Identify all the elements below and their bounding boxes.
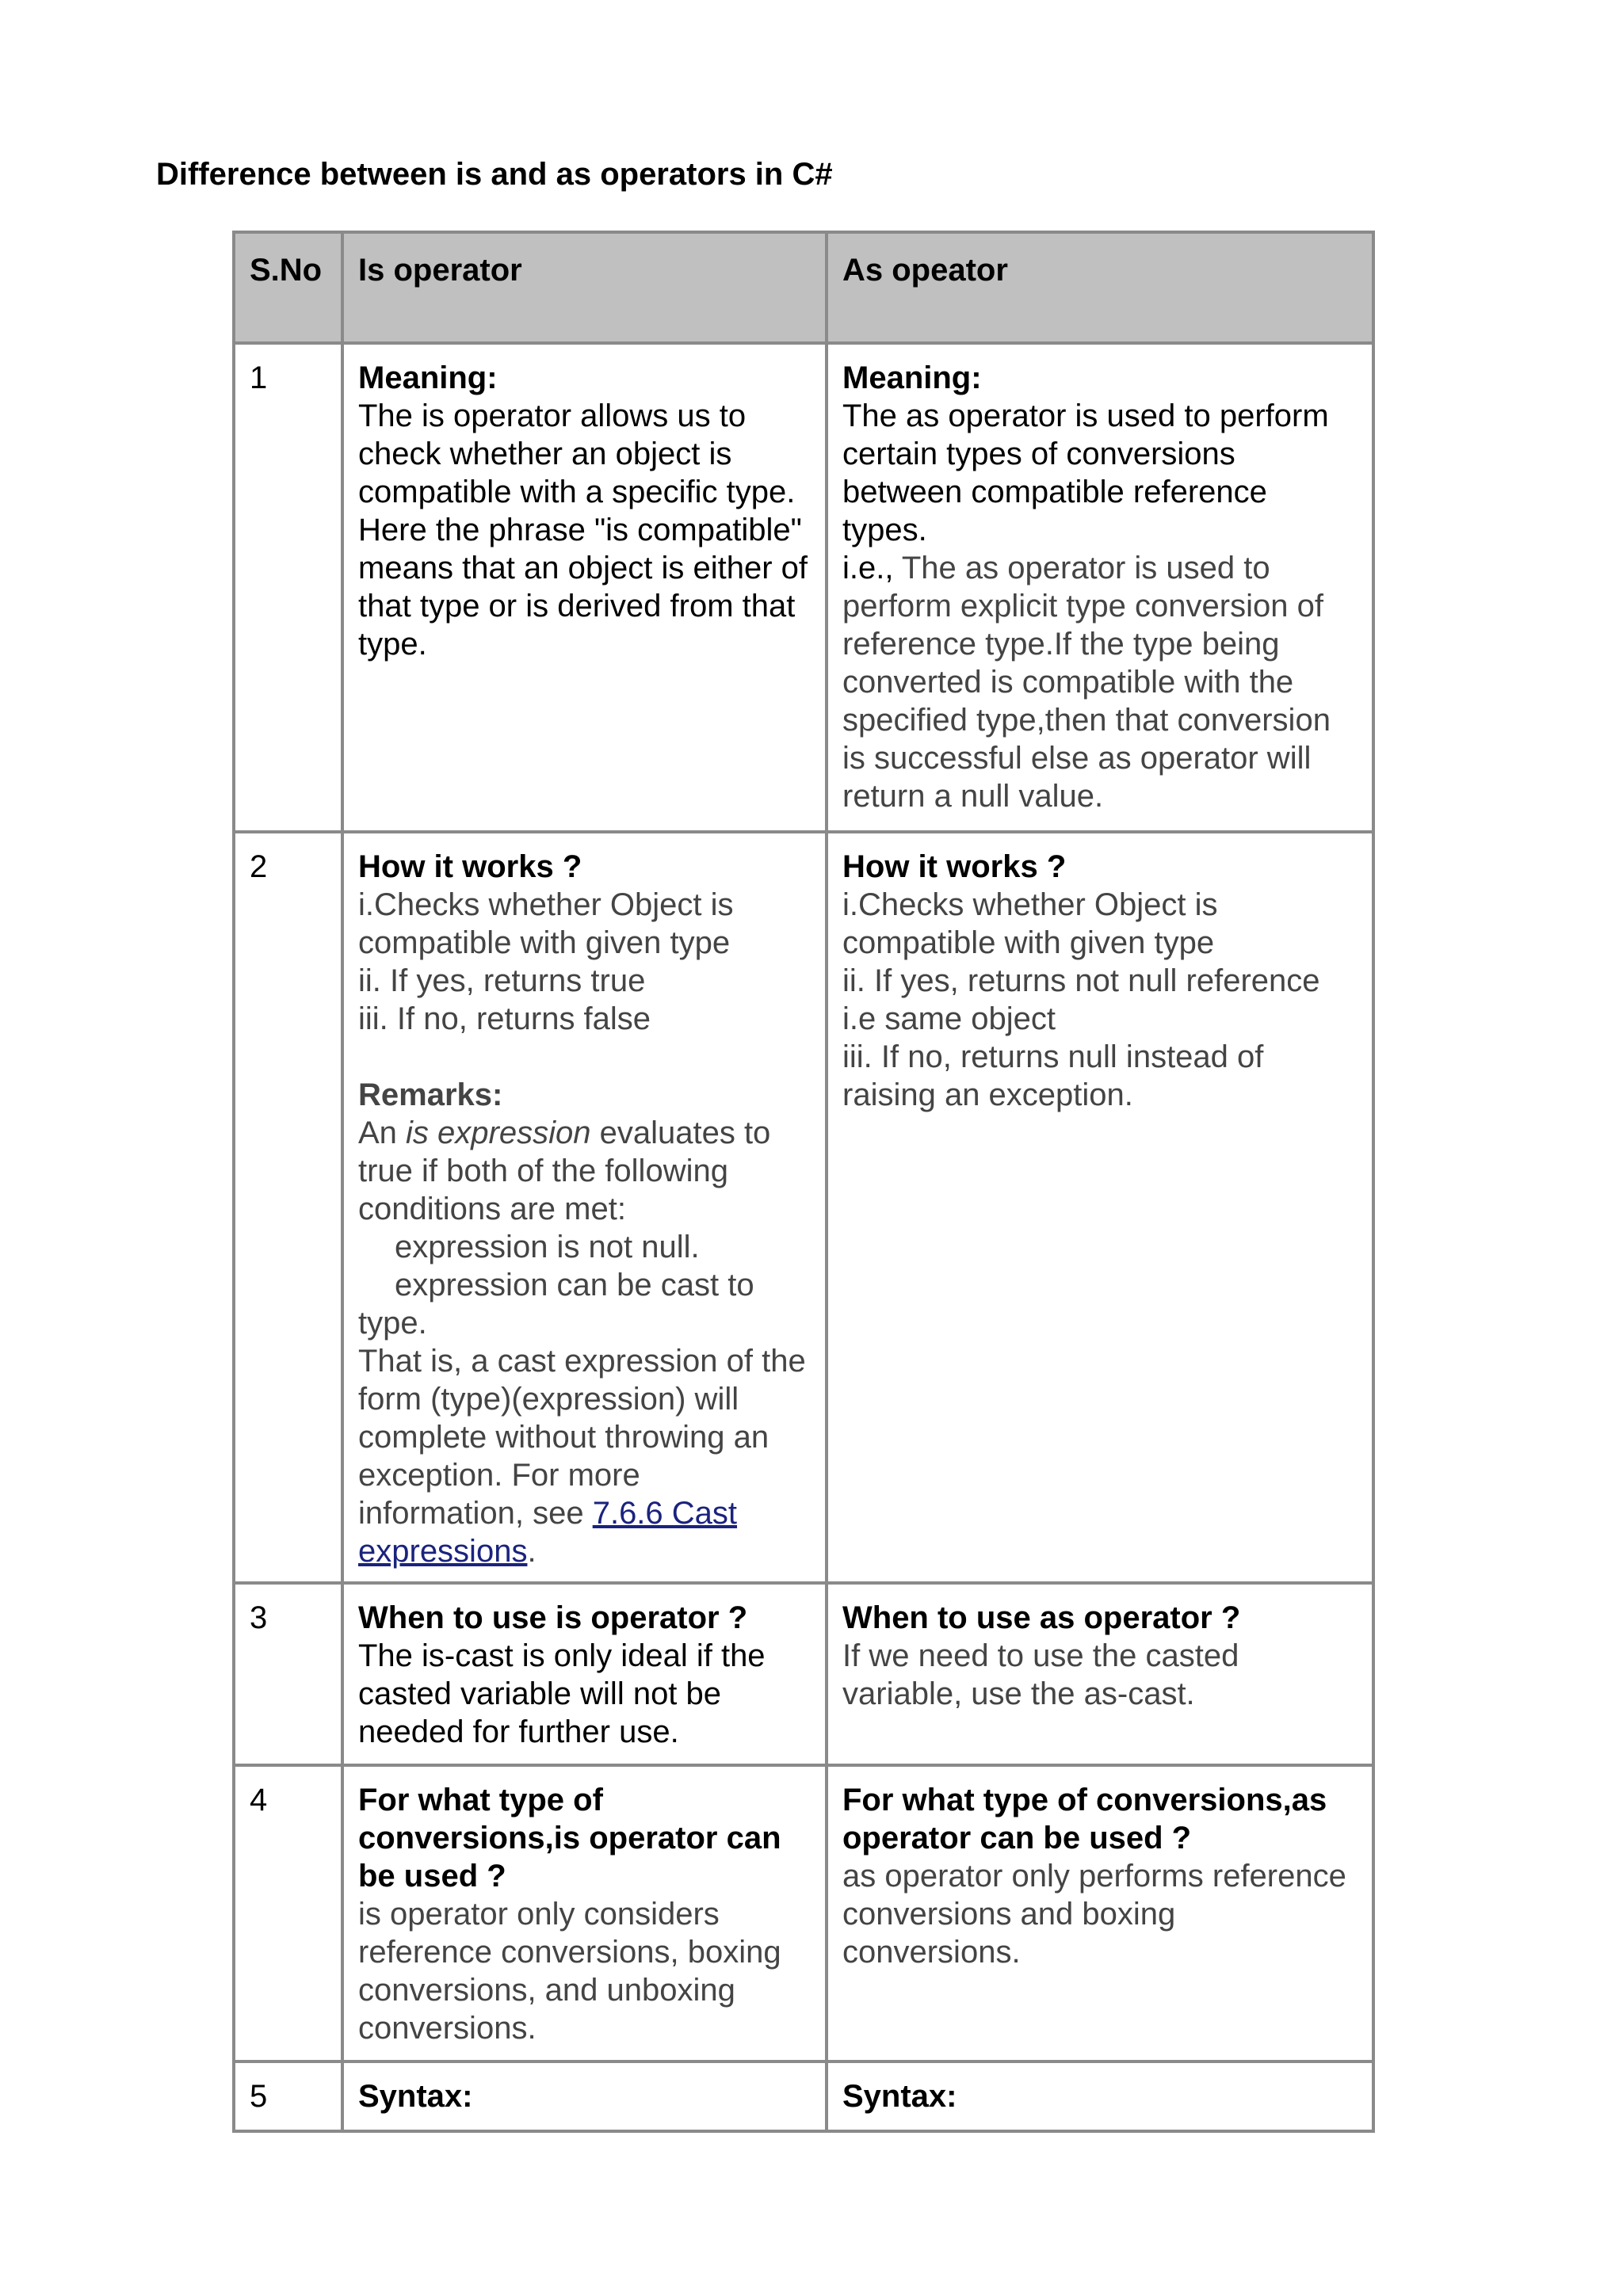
remarks-condition bbox=[358, 1266, 811, 1342]
remarks-end: . bbox=[527, 1534, 537, 1569]
table-row bbox=[234, 2061, 1373, 2131]
remarks-intro bbox=[358, 1114, 811, 1228]
is-conversions-heading: For what type of conversions,is operator can be used ? bbox=[358, 1783, 781, 1894]
cell-sno: 5 bbox=[234, 2061, 342, 2131]
cell-as-conversions bbox=[827, 1765, 1373, 2061]
is-when-body: The is-cast is only ideal if the casted variable will not be needed for further use. bbox=[358, 1638, 766, 1749]
as-syntax-heading: Syntax: bbox=[842, 2079, 957, 2114]
cell-is-syntax bbox=[342, 2061, 827, 2131]
cell-as-when-to-use bbox=[827, 1583, 1373, 1765]
cell-is-when-to-use bbox=[342, 1583, 827, 1765]
as-when-body: If we need to use the casted variable, use the as-cast. bbox=[842, 1638, 1239, 1711]
cell-is-meaning bbox=[342, 343, 827, 832]
is-syntax-heading: Syntax: bbox=[358, 2079, 473, 2114]
as-how-line: iii. If no, returns null instead of raising an exception. bbox=[842, 1039, 1264, 1112]
cell-as-how-it-works bbox=[827, 832, 1373, 1583]
table-header-row bbox=[234, 232, 1373, 343]
cell-is-conversions bbox=[342, 1765, 827, 2061]
remarks-condition: expression is not null. bbox=[395, 1230, 700, 1264]
is-conversions-body: is operator only considers reference conversions, boxing conversions, and unboxing conversions. bbox=[358, 1897, 781, 2046]
remarks-heading: Remarks: bbox=[358, 1077, 503, 1112]
header-sno: S.No bbox=[234, 232, 342, 343]
table-row bbox=[234, 343, 1373, 832]
cast-expressions-link[interactable]: 7.6.6 Cast expressions bbox=[358, 1496, 738, 1569]
cell-as-meaning bbox=[827, 343, 1373, 832]
page-title: Difference between is and as operators in C# bbox=[156, 157, 833, 192]
comparison-table bbox=[232, 231, 1375, 2133]
as-conversions-body: as operator only performs reference conversions and boxing conversions. bbox=[842, 1859, 1346, 1970]
cell-sno: 3 bbox=[234, 1583, 342, 1765]
spacer bbox=[358, 1038, 811, 1076]
as-how-line: ii. If yes, returns not null reference i.e same object bbox=[842, 963, 1320, 1036]
table-row bbox=[234, 1583, 1373, 1765]
as-meaning-ie-label: i.e., bbox=[842, 551, 894, 585]
is-how-heading: How it works ? bbox=[358, 849, 582, 884]
as-conversions-heading: For what type of conversions,as operator can be used ? bbox=[842, 1783, 1327, 1855]
is-meaning-heading: Meaning: bbox=[358, 360, 498, 395]
remarks-condition-text: expression can be cast to type. bbox=[358, 1268, 754, 1341]
cell-sno: 2 bbox=[234, 832, 342, 1583]
header-as-operator: As opeator bbox=[827, 232, 1373, 343]
as-how-line: i.Checks whether Object is compatible with given type bbox=[842, 887, 1218, 960]
cell-sno: 4 bbox=[234, 1765, 342, 2061]
cell-as-syntax bbox=[827, 2061, 1373, 2131]
remarks-an: An bbox=[358, 1116, 407, 1150]
remarks-rest: evaluates to true if both of the following conditions are met: bbox=[358, 1116, 771, 1226]
is-how-line: i.Checks whether Object is compatible with given type bbox=[358, 887, 734, 960]
is-meaning-body: The is operator allows us to check whether an object is compatible with a specific type. Here the phrase "is compatible" means that an object is either of that type or is derived from that type. bbox=[358, 399, 808, 662]
is-when-heading: When to use is operator ? bbox=[358, 1600, 748, 1635]
cell-is-how-it-works bbox=[342, 832, 827, 1583]
as-how-heading: How it works ? bbox=[842, 849, 1067, 884]
as-meaning-body: The as operator is used to perform certain types of conversions between compatible reference types. bbox=[842, 399, 1329, 547]
table-row bbox=[234, 1765, 1373, 2061]
cell-sno: 1 bbox=[234, 343, 342, 832]
as-meaning-heading: Meaning: bbox=[842, 360, 982, 395]
table-row bbox=[234, 832, 1373, 1583]
as-meaning-ie-text: The as operator is used to perform explicit type conversion of reference type.If the type being converted is compatible with the specified type,then that conversion is successful else as operator will return a null value. bbox=[842, 551, 1331, 814]
remarks-is-expression: is expression bbox=[406, 1116, 591, 1150]
remarks-tail: That is, a cast expression of the form (type)(expression) will complete without throwing an exception. For more information, see bbox=[358, 1344, 806, 1531]
header-is-operator: Is operator bbox=[342, 232, 827, 343]
is-how-line: ii. If yes, returns true bbox=[358, 963, 646, 998]
is-how-line: iii. If no, returns false bbox=[358, 1001, 651, 1036]
as-when-heading: When to use as operator ? bbox=[842, 1600, 1241, 1635]
